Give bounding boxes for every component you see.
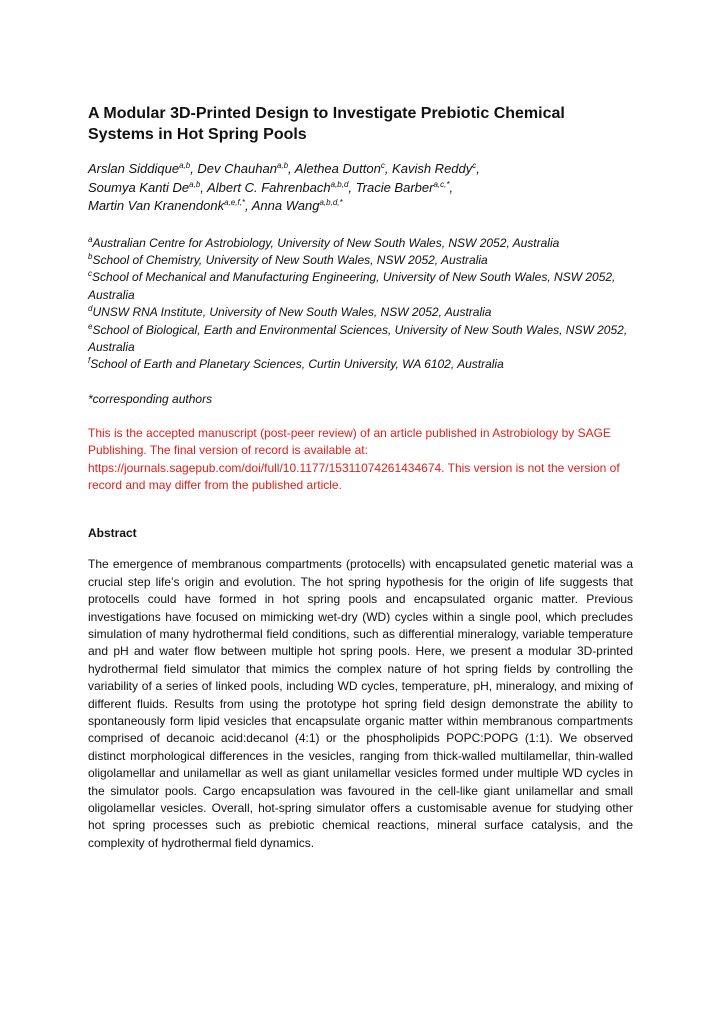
- author: Arslan Siddique$^{a,b}$,: [88, 161, 198, 176]
- abstract-body: The emergence of membranous compartments (protocells) with encapsulated genetic material was a crucial step life’s origin and evolution. The hot spring hypothesis for the origin of life suggests that protocells could have formed in hot spring pools and encapsulated organic matter. Previous investigations have focused on mimicking wet-dry (WD) cycles within a single pool, which precludes simulation of many hydrothermal field conditions, such as differential mineralogy, variable temperature and pH and water flow between multiple hot spring pools. Here, we present a modular 3D-printed hydrothermal field simulator that mimics the complex nature of hot spring fields by controlling the variability of a series of linked pools, including WD cycles, temperature, pH, mineralogy, and mixing of different fluids. Results from using the prototype hot spring field design demonstrate the ability to spontaneously form lipid vesicles that encapsulate organic matter within membranous compartments comprised of decanoic acid:decanol (4:1) or the phospholipids POPC:POPG (1:1). We observed distinct morphological differences in the vesicles, ranging from thick-walled multilamellar, thin-walled oligolamellar and unilamellar as well as giant unilamellar vesicles formed under multiple WD cycles in the simulator pools. Cargo encapsulation was favoured in the cell-like giant unilamellar and small oligolamellar vesicles. Overall, hot-spring simulator offers a customisable avenue for studying other hot spring processes such as prebiotic chemical reactions, mineral surface catalysis, and the complexity of hydrothermal field dynamics.: [88, 557, 633, 850]
- author-affil-sup: a,e,f,*: [224, 198, 246, 207]
- author: Soumya Kanti De$^{a,b}$,: [88, 179, 208, 195]
- author-affil-sup: c: [472, 161, 477, 170]
- author: Martin Van Kranendonk$^{a,e,f,*}$,: [88, 198, 252, 213]
- author-name: Arslan Siddique: [88, 161, 180, 176]
- affiliation-sup: d: [88, 304, 93, 314]
- affiliation-sup: a: [88, 234, 93, 244]
- affiliation: [88, 322, 633, 357]
- affiliation-sup: b: [88, 251, 93, 261]
- author-affil-sup: a,b,d,*: [319, 198, 343, 207]
- affiliation-text: Australian Centre for Astrobiology, University of New South Wales, NSW 2052, Australia: [92, 235, 560, 250]
- author-name: Soumya Kanti De: [88, 179, 190, 195]
- accepted-manuscript-notice: This is the accepted manuscript (post-peer review) of an article published in Astrobiology by SAGE Publishing. The final version of record is available at: https://journals.sagepub.com/doi/full/10.1177/15311074261434674. This version is not the version of record and may differ from the published article.: [88, 425, 620, 492]
- affiliation-text: UNSW RNA Institute, University of New South Wales, NSW 2052, Australia: [92, 305, 492, 320]
- author-affil-sup: a,c,*: [433, 179, 450, 189]
- affiliation: [88, 304, 633, 321]
- author-affil-sup: a,b: [189, 179, 201, 189]
- author: Kavish Reddy$^c$,: [392, 161, 480, 176]
- author: [252, 198, 343, 213]
- affiliation: [88, 269, 633, 304]
- author-name: Kavish Reddy: [392, 161, 473, 176]
- paper-title: A Modular 3D-Printed Design to Investigate Prebiotic Chemical Systems in Hot Spring Pools: [88, 105, 565, 143]
- affiliation-sup: e: [88, 321, 93, 331]
- corresponding-authors-note: *corresponding authors: [88, 391, 213, 406]
- author: Albert C. Fahrenbach$^{a,b,d}$,: [207, 179, 356, 195]
- author-name: Tracie Barber: [355, 179, 434, 195]
- author-list: [88, 160, 633, 216]
- author-name: Alethea Dutton: [294, 161, 381, 176]
- author-name: Albert C. Fahrenbach: [207, 179, 331, 195]
- abstract-heading: Abstract: [88, 526, 137, 541]
- affiliation-text: School of Biological, Earth and Environmental Sciences, University of New South Wales, NSW 2052, Australia: [88, 322, 628, 354]
- affiliation: [88, 356, 633, 373]
- affiliation-sup: f: [88, 356, 91, 366]
- affiliation-sup: c: [88, 269, 92, 279]
- author-name: Anna Wang: [251, 198, 320, 213]
- author-affil-sup: a,b,d: [330, 179, 349, 189]
- author: Dev Chauhan$^{a,b}$,: [197, 161, 295, 176]
- author-affil-sup: a,b: [179, 161, 191, 170]
- affiliation-text: School of Chemistry, University of New South Wales, NSW 2052, Australia: [92, 252, 488, 267]
- author: Tracie Barber$^{a,c,*}$,: [355, 179, 454, 195]
- affiliation-list: [88, 235, 633, 374]
- affiliation: [88, 252, 633, 269]
- affiliation: [88, 235, 633, 252]
- author: Alethea Dutton$^c$,: [294, 161, 393, 176]
- affiliation-text: School of Mechanical and Manufacturing Engineering, University of New South Wales, NSW 2052, Australia: [88, 270, 616, 302]
- author-affil-sup: c: [380, 161, 385, 170]
- author-affil-sup: a,b: [276, 161, 289, 170]
- paper-page: [88, 103, 633, 852]
- affiliation-text: School of Earth and Planetary Sciences, Curtin University, WA 6102, Australia: [90, 357, 504, 372]
- author-name: Martin Van Kranendonk: [88, 198, 225, 213]
- author-name: Dev Chauhan: [197, 161, 277, 176]
